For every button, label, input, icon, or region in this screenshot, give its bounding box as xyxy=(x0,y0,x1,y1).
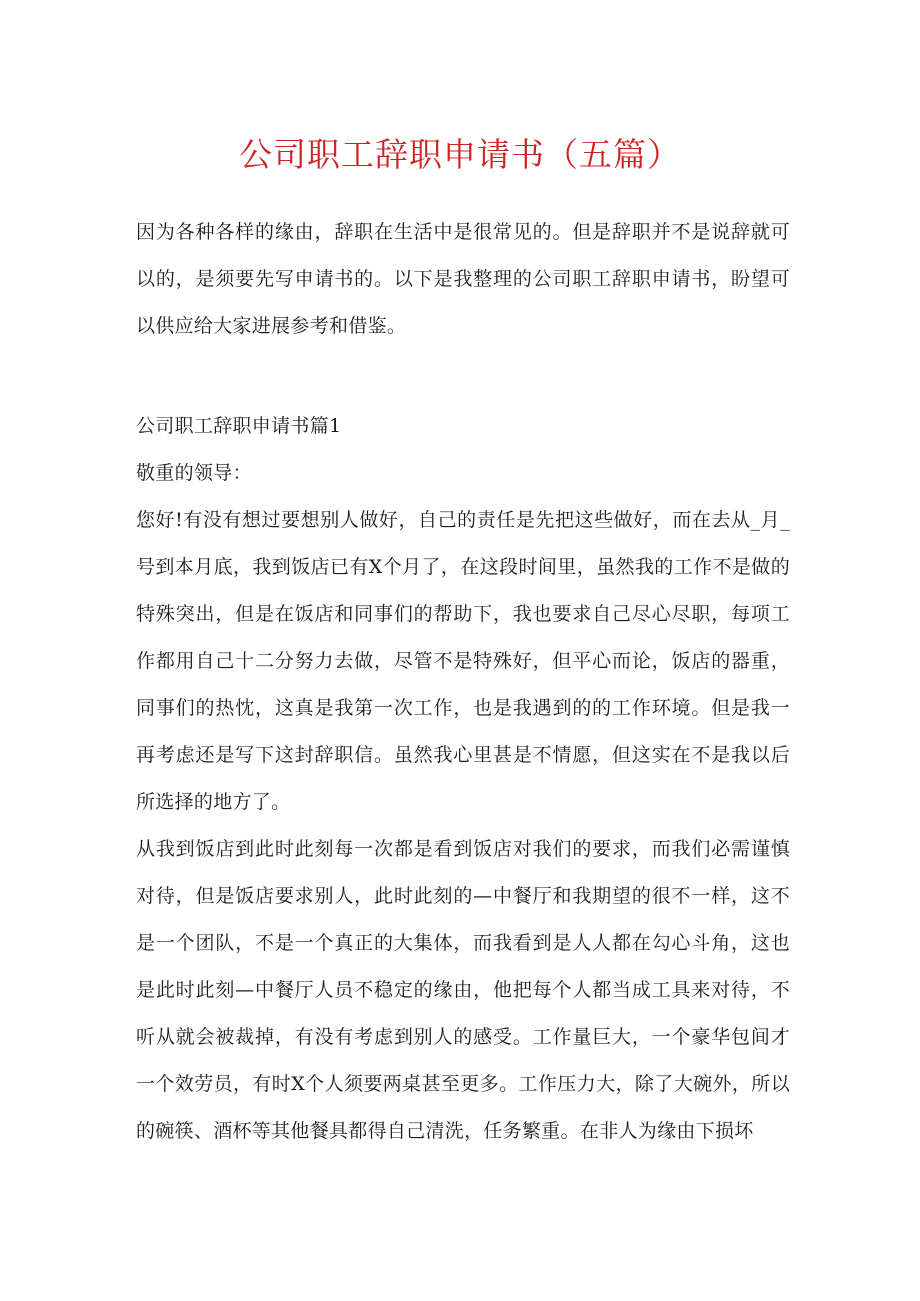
body-paragraph: 您好!有没有想过要想别人做好，自己的责任是先把这些做好，而在去从_月_号到本月底，我到饭店已有X个月了，在这段时间里，虽然我的工作不是做的特殊突出，但是在饭店和同事们的帮助下，我也要求自己尽心尽职，每项工作都用自己十二分努力去做，尽管不是特殊好，但平心而论，饭店的器重，同事们的热忱，这真是我第一次工作，也是我遇到的的工作环境。但是我一再考虑还是写下这封辞职信。虽然我心里甚是不情愿，但这实在不是我以后所选择的地方了。 xyxy=(136,509,790,813)
section-heading: 公司职工辞职申请书篇1 xyxy=(136,415,342,437)
document-title: 公司职工辞职申请书（五篇） xyxy=(239,135,681,174)
salutation: 敬重的领导： xyxy=(136,462,252,484)
intro-paragraph: 因为各种各样的缘由，辞职在生活中是很常见的。但是辞职并不是说辞就可以的，是须要先写申请书的。以下是我整理的公司职工辞职申请书，盼望可以供应给大家进展参考和借鉴。 xyxy=(136,221,790,337)
body-paragraph: 从我到饭店到此时此刻每一次都是看到饭店对我们的要求，而我们必需谨慎对待，但是饭店要求别人，此时此刻的—中餐厅和我期望的很不一样，这不是一个团队，不是一个真正的大集体，而我看到是人人都在勾心斗角，这也是此时此刻—中餐厅人员不稳定的缘由，他把每个人都当成工具来对待，不听从就会被裁掉，有没有考虑到别人的感受。工作量巨大，一个豪华包间才一个效劳员，有时X个人须要两桌甚至更多。工作压力大，除了大碗外，所以的碗筷、酒杯等其他餐具都得自己清洗，任务繁重。在非人为缘由下损坏 xyxy=(136,838,790,1142)
